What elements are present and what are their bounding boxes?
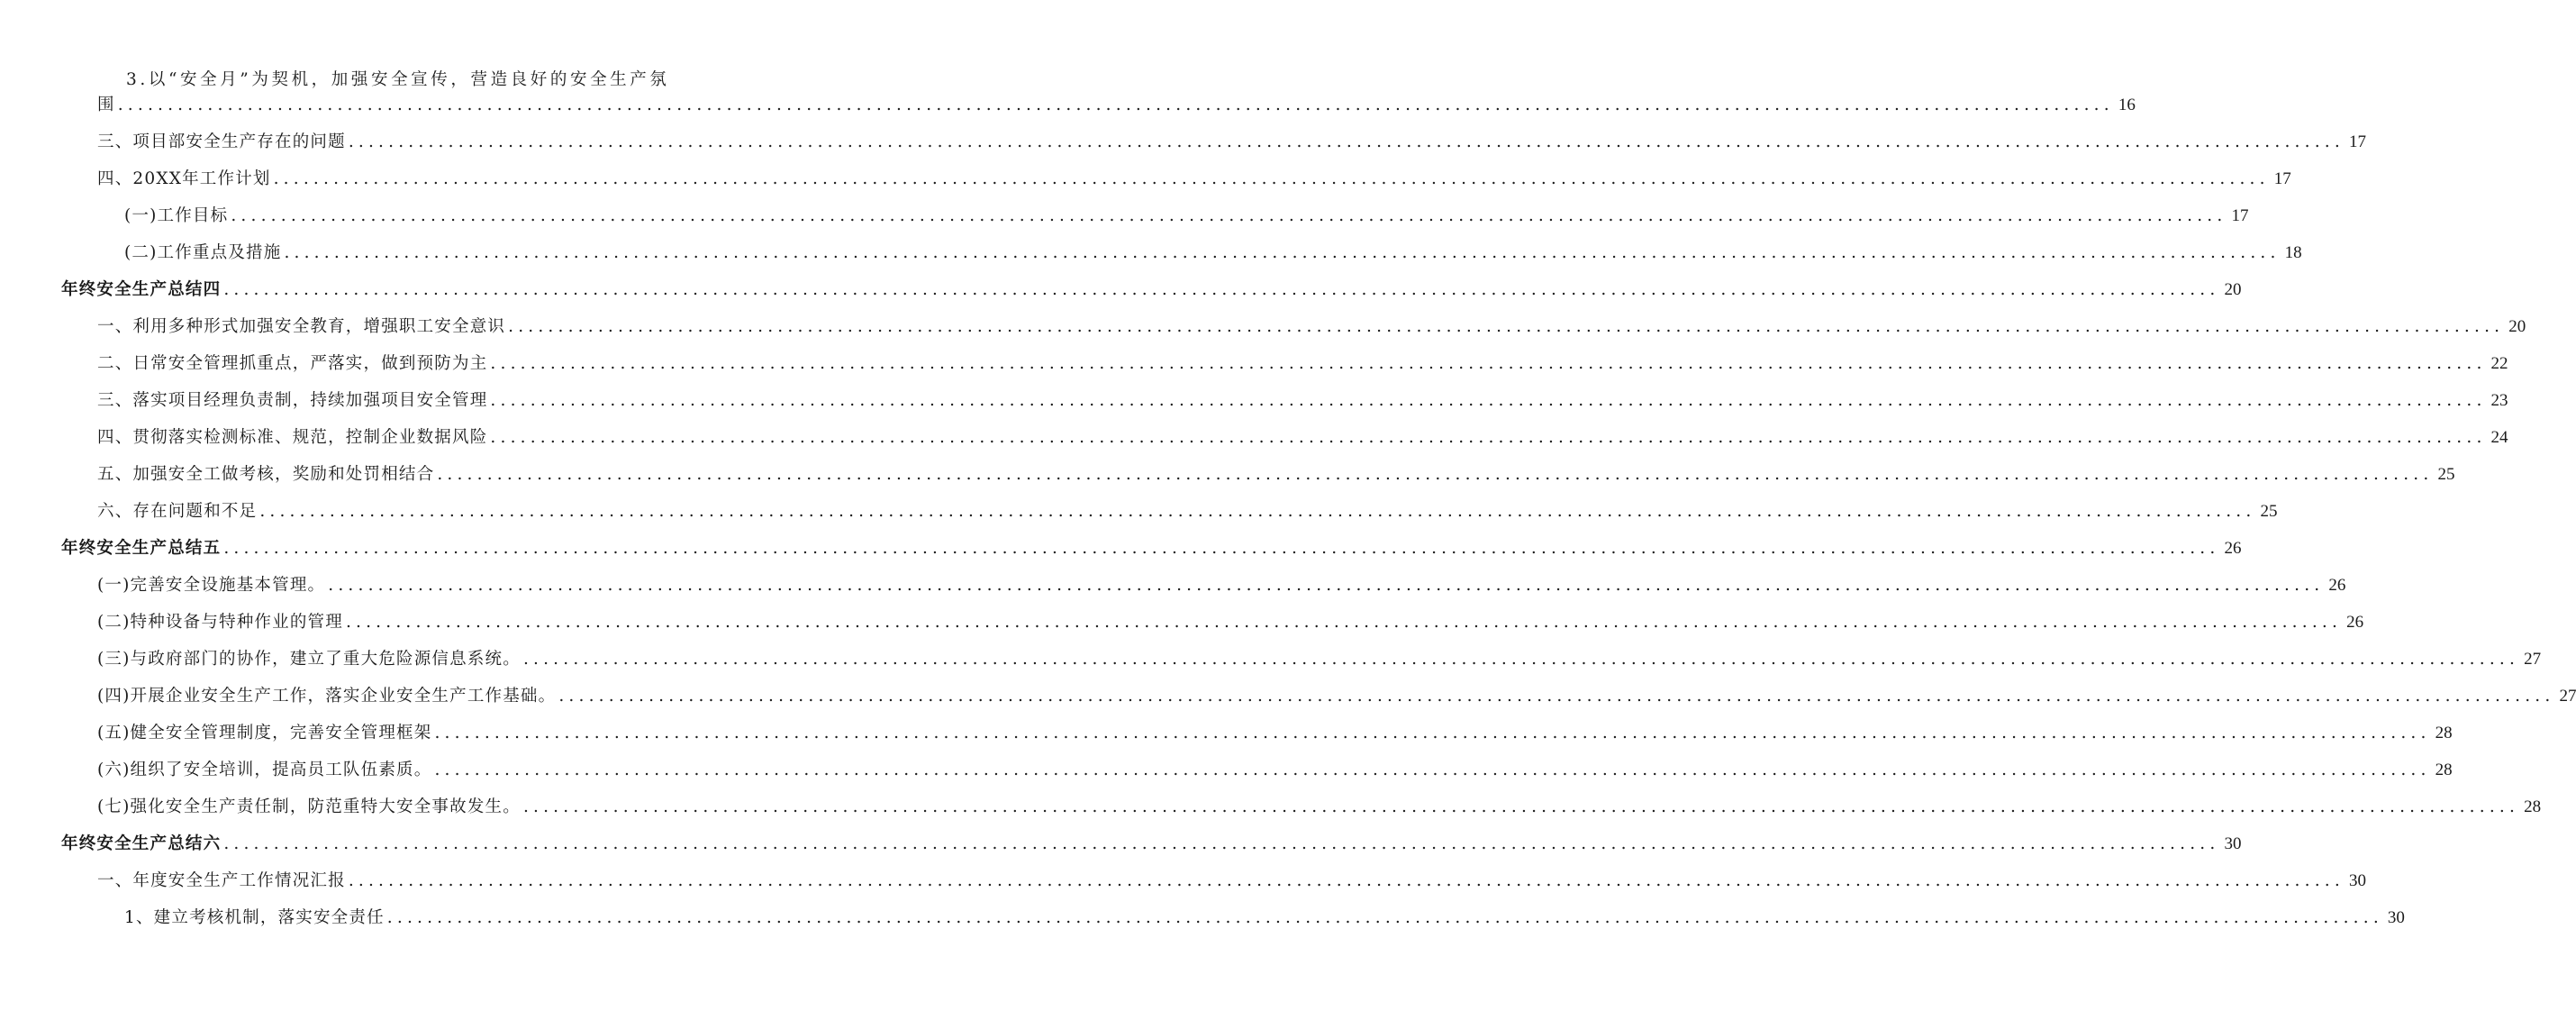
toc-entry-title: 三、项目部安全生产存在的问题	[97, 132, 346, 151]
toc-leader-dots: ........................................................................................................................................................................................................	[508, 317, 2505, 336]
toc-page-number: 18	[2284, 243, 2302, 262]
toc-section-heading[interactable]	[0, 535, 2242, 562]
toc-leader-dots: ........................................................................................................................................................................................................	[522, 797, 2520, 816]
toc-entry-title: (二)工作重点及措施	[124, 243, 282, 262]
toc-entry[interactable]	[0, 720, 2453, 747]
toc-entry-title: 二、日常安全管理抓重点，严落实，做到预防为主	[97, 354, 488, 373]
toc-entry[interactable]	[0, 498, 2278, 525]
toc-leader-dots: ........................................................................................................................................................................................................	[328, 576, 2325, 595]
toc-leader-dots: ........................................................................................................................................................................................................	[223, 539, 2220, 558]
toc-leader-dots: ........................................................................................................................................................................................................	[345, 613, 2343, 632]
toc-entry[interactable]	[0, 129, 2366, 156]
toc-entry[interactable]	[0, 905, 2405, 932]
toc-page-number: 26	[2224, 539, 2242, 558]
toc-leader-dots: ........................................................................................................................................................................................................	[273, 169, 2270, 188]
toc-leader-dots: ........................................................................................................................................................................................................	[386, 908, 2383, 927]
toc-entry-title: (一)完善安全设施基本管理。	[97, 576, 326, 595]
toc-entry-title: 年终安全生产总结六	[61, 834, 222, 853]
toc-entry[interactable]	[0, 351, 2508, 378]
toc-entry[interactable]	[0, 166, 2291, 193]
toc-page-number: 20	[2508, 317, 2526, 336]
toc-leader-dots: ........................................................................................................................................................................................................	[490, 428, 2487, 447]
toc-entry-title: 一、年度安全生产工作情况汇报	[97, 871, 346, 890]
toc-entry[interactable]	[0, 424, 2508, 451]
toc-leader-dots: ........................................................................................................................................................................................................	[434, 724, 2431, 742]
toc-entry-title: (一)工作目标	[124, 206, 229, 225]
toc-page-number: 27	[2524, 650, 2542, 669]
toc-leader-dots: ........................................................................................................................................................................................................	[348, 871, 2345, 890]
toc-leader-dots: ........................................................................................................................................................................................................	[348, 132, 2345, 151]
toc-entry[interactable]	[0, 609, 2364, 636]
toc-entry-title: 一、利用多种形式加强安全教育，增强职工安全意识	[97, 317, 506, 336]
toc-entry-title: (五)健全安全管理制度，完善安全管理框架	[97, 724, 432, 742]
toc-page-number: 30	[2224, 834, 2242, 853]
toc-page-number: 20	[2224, 280, 2242, 299]
toc-entry-title: 年终安全生产总结四	[61, 280, 222, 299]
toc-entry[interactable]	[0, 314, 2526, 341]
toc-leader-dots: ........................................................................................................................................................................................................	[437, 465, 2434, 484]
toc-leader-dots: ........................................................................................................................................................................................................	[434, 761, 2431, 779]
toc-leader-dots: ........................................................................................................................................................................................................	[490, 391, 2487, 410]
toc-entry[interactable]	[0, 572, 2346, 599]
toc-page-number: 25	[2260, 502, 2278, 521]
toc-entry-title: 年终安全生产总结五	[61, 539, 222, 558]
toc-entry-title: (二)特种设备与特种作业的管理	[97, 613, 343, 632]
toc-entry-title: (七)强化安全生产责任制，防范重特大安全事故发生。	[97, 797, 521, 816]
toc-entry-wrapped[interactable]	[0, 92, 2136, 119]
toc-entry-title: 三、落实项目经理负责制，持续加强项目安全管理	[97, 391, 488, 410]
toc-page-number: 17	[2273, 169, 2291, 188]
toc-page-number: 17	[2231, 206, 2249, 225]
toc-entry-title: 围	[97, 96, 115, 114]
toc-page-number: 23	[2490, 391, 2508, 410]
toc-leader-dots: ........................................................................................................................................................................................................	[522, 650, 2520, 669]
toc-leader-dots: ........................................................................................................................................................................................................	[223, 280, 2220, 299]
toc-page-number: 30	[2348, 871, 2366, 890]
toc-leader-dots: ........................................................................................................................................................................................................	[231, 206, 2227, 225]
toc-leader-dots: ........................................................................................................................................................................................................	[490, 354, 2487, 373]
toc-entry[interactable]	[0, 240, 2302, 267]
toc-page-number: 24	[2490, 428, 2508, 447]
toc-page-number: 30	[2387, 908, 2405, 927]
toc-entry[interactable]	[0, 683, 2576, 710]
toc-page-number: 26	[2346, 613, 2364, 632]
toc-page-number: 27	[2559, 687, 2576, 706]
toc-entry[interactable]	[0, 794, 2542, 821]
toc-entry[interactable]	[0, 461, 2455, 488]
toc-section-heading[interactable]	[0, 277, 2242, 304]
toc-leader-dots: ........................................................................................................................................................................................................	[558, 687, 2555, 706]
toc-page-number: 25	[2437, 465, 2455, 484]
toc-entry[interactable]	[0, 203, 2249, 230]
toc-entry[interactable]	[0, 387, 2508, 414]
toc-page-number: 22	[2490, 354, 2508, 373]
toc-entry[interactable]	[0, 868, 2366, 895]
toc-entry-title: (六)组织了安全培训，提高员工队伍素质。	[97, 761, 432, 779]
toc-entry-title: 四、贯彻落实检测标准、规范，控制企业数据风险	[97, 428, 488, 447]
toc-page-number: 16	[2118, 96, 2136, 114]
toc-leader-dots: ........................................................................................................................................................................................................	[117, 96, 2114, 114]
toc-leader-dots: ........................................................................................................................................................................................................	[259, 502, 2256, 521]
toc-entry-title: 1、建立考核机制，落实安全责任	[124, 908, 385, 927]
toc-page-number: 17	[2348, 132, 2366, 151]
toc-entry-title: (四)开展企业安全生产工作，落实企业安全生产工作基础。	[97, 687, 557, 706]
toc-entry-title: 六、存在问题和不足	[97, 502, 258, 521]
toc-leader-dots: ........................................................................................................................................................................................................	[284, 243, 2281, 262]
toc-page-number: 28	[2435, 761, 2453, 779]
toc-entry[interactable]	[0, 646, 2542, 673]
toc-page-number: 28	[2524, 797, 2542, 816]
toc-entry-title: 五、加强安全工做考核，奖励和处罚相结合	[97, 465, 435, 484]
toc-leader-dots: ........................................................................................................................................................................................................	[223, 834, 2220, 853]
toc-page-number: 28	[2435, 724, 2453, 742]
toc-entry-wrapped-line1: 3.以“安全月”为契机，加强安全宣传，营造良好的安全生产氛	[126, 70, 670, 89]
toc-entry-title: 四、20XX年工作计划	[97, 169, 271, 188]
toc-page-number: 26	[2328, 576, 2346, 595]
toc-section-heading[interactable]	[0, 831, 2242, 858]
toc-entry-title: (三)与政府部门的协作，建立了重大危险源信息系统。	[97, 650, 521, 669]
toc-entry[interactable]	[0, 757, 2453, 784]
